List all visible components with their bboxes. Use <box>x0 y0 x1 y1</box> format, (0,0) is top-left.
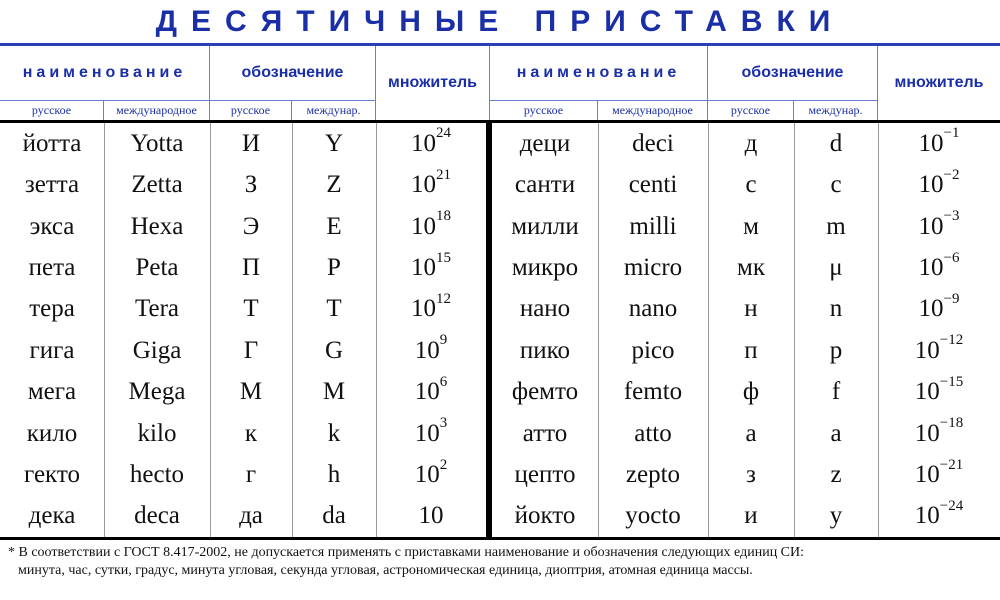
symbol-international-cell: T <box>326 295 342 323</box>
header-name-left: наименование <box>0 46 210 100</box>
footnote-line-2: минута, час, сутки, градус, минута угловая, секунда угловая, астрономическая единица, диоптрия, атомная единица массы. <box>18 563 753 578</box>
header-multiplier-right: множитель <box>894 74 984 91</box>
symbol-russian-cell: с <box>745 171 757 199</box>
prefix-russian-cell: гига <box>29 336 75 364</box>
prefix-international-cell: femto <box>623 378 683 406</box>
prefix-international-cell: Zetta <box>131 171 183 199</box>
table-row <box>0 206 1000 248</box>
prefix-russian-cell: деци <box>519 129 571 157</box>
prefix-russian-cell: пета <box>28 254 76 282</box>
symbol-russian-cell: д <box>744 129 758 157</box>
multiplier-exponent: −15 <box>939 373 964 390</box>
symbol-international-cell: M <box>322 378 346 406</box>
prefix-international-cell: Peta <box>135 254 179 282</box>
header-sub-international-right: международное <box>598 100 708 120</box>
prefix-international-cell: pico <box>631 336 675 364</box>
prefix-russian-cell: нано <box>519 295 571 323</box>
multiplier-exponent: 2 <box>439 456 448 473</box>
multiplier-base: 10 <box>414 336 440 364</box>
symbol-international-cell: c <box>830 171 842 199</box>
prefix-international-cell: zepto <box>625 461 681 489</box>
prefix-russian-cell: мега <box>27 378 77 406</box>
prefix-international-cell: kilo <box>137 419 177 447</box>
header-symbol-right: обозначение <box>708 46 878 100</box>
symbol-russian-cell: П <box>241 254 261 282</box>
symbol-international-cell: f <box>831 378 841 406</box>
symbol-russian-cell: М <box>239 378 263 406</box>
symbol-international-cell: da <box>322 502 346 530</box>
multiplier-exponent: −21 <box>939 456 964 473</box>
header-sub-russian-left: русское <box>0 100 104 120</box>
multiplier-base: 10 <box>418 502 444 530</box>
prefix-international-cell: deci <box>632 129 674 157</box>
prefix-international-cell: atto <box>634 419 672 447</box>
multiplier-base: 10 <box>411 212 436 240</box>
prefix-international-cell: yocto <box>625 502 681 530</box>
symbol-international-cell: G <box>324 336 344 364</box>
symbol-russian-cell: н <box>744 295 758 323</box>
prefix-international-cell: Hexa <box>130 212 184 240</box>
multiplier-base: 10 <box>914 419 940 447</box>
symbol-international-cell: p <box>829 336 843 364</box>
prefix-international-cell: deca <box>134 502 180 530</box>
header-symbol-left: обозначение <box>210 46 376 100</box>
footnote-line-1: * В соответствии с ГОСТ 8.417-2002, не допускается применять с приставками наименование и обозначения следующих единиц СИ: <box>8 545 805 560</box>
multiplier-base: 10 <box>414 378 440 406</box>
multiplier-exponent: −3 <box>943 208 960 225</box>
symbol-international-cell: h <box>327 461 341 489</box>
prefix-international-cell: nano <box>628 295 678 323</box>
prefix-international-cell: hecto <box>129 461 185 489</box>
symbol-russian-cell: З <box>244 171 258 199</box>
multiplier-exponent: 15 <box>436 249 451 266</box>
multiplier-cell <box>878 413 1000 455</box>
prefix-international-cell: Yotta <box>130 129 184 157</box>
multiplier-exponent: 6 <box>439 373 448 390</box>
header-sub-russian-symbol-right: русское <box>708 100 794 120</box>
prefix-russian-cell: дека <box>28 502 76 530</box>
symbol-russian-cell: И <box>241 129 261 157</box>
symbol-international-cell: y <box>829 502 843 530</box>
header-name-right: наименование <box>490 46 708 100</box>
prefix-russian-cell: фемто <box>511 378 579 406</box>
table-row <box>0 413 1000 455</box>
multiplier-base: 10 <box>914 336 940 364</box>
prefix-russian-cell: цепто <box>514 461 576 489</box>
symbol-russian-cell: з <box>746 461 756 489</box>
multiplier-base: 10 <box>414 461 440 489</box>
symbol-russian-cell: Г <box>243 336 259 364</box>
prefix-russian-cell: кило <box>26 419 78 447</box>
multiplier-exponent: −6 <box>943 249 960 266</box>
multiplier-base: 10 <box>918 295 944 323</box>
prefix-international-cell: Giga <box>132 336 182 364</box>
prefix-russian-cell: йотта <box>22 129 82 157</box>
prefix-russian-cell: йокто <box>514 502 576 530</box>
multiplier-cell <box>878 289 1000 331</box>
multiplier-cell <box>878 330 1000 372</box>
prefix-russian-cell: санти <box>514 171 576 199</box>
table-row <box>0 164 1000 206</box>
symbol-russian-cell: Э <box>242 212 260 240</box>
symbol-international-cell: n <box>829 295 843 323</box>
multiplier-cell <box>878 247 1000 289</box>
symbol-international-cell: k <box>327 419 341 447</box>
symbol-russian-cell: п <box>744 336 758 364</box>
page-title: ДЕСЯТИЧНЫЕ ПРИСТАВКИ <box>0 0 1000 46</box>
multiplier-base: 10 <box>411 171 436 199</box>
symbol-russian-cell: к <box>244 419 258 447</box>
multiplier-exponent: 9 <box>439 332 448 349</box>
multiplier-exponent: 24 <box>436 125 451 142</box>
multiplier-base: 10 <box>411 295 436 323</box>
symbol-international-cell: E <box>326 212 342 240</box>
multiplier-exponent: 18 <box>436 208 451 225</box>
multiplier-base: 10 <box>918 171 944 199</box>
multiplier-exponent: 3 <box>439 415 448 432</box>
prefix-russian-cell: микро <box>511 254 579 282</box>
multiplier-exponent: 12 <box>436 290 451 307</box>
multiplier-exponent: −12 <box>939 332 964 349</box>
symbol-international-cell: d <box>829 129 843 157</box>
symbol-russian-cell: м <box>743 212 759 240</box>
symbol-russian-cell: г <box>245 461 257 489</box>
multiplier-exponent: −24 <box>939 497 964 514</box>
multiplier-exponent: −2 <box>943 166 960 183</box>
header-sub-international-left: международное <box>104 100 210 120</box>
multiplier-base: 10 <box>918 129 944 157</box>
multiplier-cell <box>878 496 1000 538</box>
table-row <box>0 247 1000 289</box>
prefix-russian-cell: атто <box>522 419 568 447</box>
prefix-international-cell: micro <box>623 254 683 282</box>
multiplier-exponent: 21 <box>436 166 451 183</box>
multiplier-cell <box>878 164 1000 206</box>
prefix-russian-cell: гекто <box>24 461 80 489</box>
header-sub-russian-symbol-left: русское <box>210 100 292 120</box>
multiplier-base: 10 <box>411 129 436 157</box>
symbol-russian-cell: мк <box>737 254 765 282</box>
symbol-international-cell: μ <box>829 254 843 282</box>
prefix-table-body <box>0 120 1000 540</box>
symbol-international-cell: Y <box>324 129 344 157</box>
multiplier-base: 10 <box>918 212 944 240</box>
table-row <box>0 454 1000 496</box>
symbol-russian-cell: и <box>744 502 758 530</box>
table-row <box>0 371 1000 413</box>
header-sub-international-symbol-right: междунар. <box>794 100 878 120</box>
table-row <box>0 289 1000 331</box>
table-header <box>0 46 1000 120</box>
multiplier-base: 10 <box>411 254 436 282</box>
multiplier-cell <box>878 206 1000 248</box>
header-multiplier-left: множитель <box>376 46 490 120</box>
multiplier-cell <box>878 454 1000 496</box>
multiplier-cell <box>878 371 1000 413</box>
symbol-international-cell: z <box>830 461 842 489</box>
symbol-russian-cell: да <box>239 502 263 530</box>
prefix-international-cell: Tera <box>134 295 180 323</box>
multiplier-cell <box>878 123 1000 165</box>
table-row <box>0 496 1000 538</box>
symbol-international-cell: a <box>830 419 842 447</box>
multiplier-base: 10 <box>918 254 944 282</box>
multiplier-base: 10 <box>914 461 940 489</box>
multiplier-exponent: −9 <box>943 290 960 307</box>
prefix-russian-cell: милли <box>511 212 579 240</box>
symbol-russian-cell: ф <box>742 378 760 406</box>
multiplier-exponent: −1 <box>943 125 960 142</box>
symbol-international-cell: Z <box>326 171 342 199</box>
symbol-russian-cell: Т <box>243 295 259 323</box>
symbol-international-cell: m <box>826 212 846 240</box>
symbol-russian-cell: а <box>745 419 757 447</box>
multiplier-base: 10 <box>914 502 940 530</box>
prefix-international-cell: milli <box>629 212 677 240</box>
header-sub-international-symbol-left: междунар. <box>292 100 376 120</box>
table-row <box>0 123 1000 165</box>
symbol-international-cell: P <box>327 254 341 282</box>
prefix-international-cell: centi <box>628 171 678 199</box>
table-row <box>0 330 1000 372</box>
multiplier-base: 10 <box>414 419 440 447</box>
multiplier-base: 10 <box>914 378 940 406</box>
footnote <box>8 544 992 580</box>
prefix-russian-cell: тера <box>29 295 75 323</box>
header-sub-russian-right: русское <box>490 100 598 120</box>
prefix-russian-cell: экса <box>29 212 75 240</box>
prefix-international-cell: Mega <box>128 378 186 406</box>
prefix-russian-cell: зетта <box>24 171 80 199</box>
multiplier-exponent: −18 <box>939 415 964 432</box>
prefix-russian-cell: пико <box>519 336 571 364</box>
